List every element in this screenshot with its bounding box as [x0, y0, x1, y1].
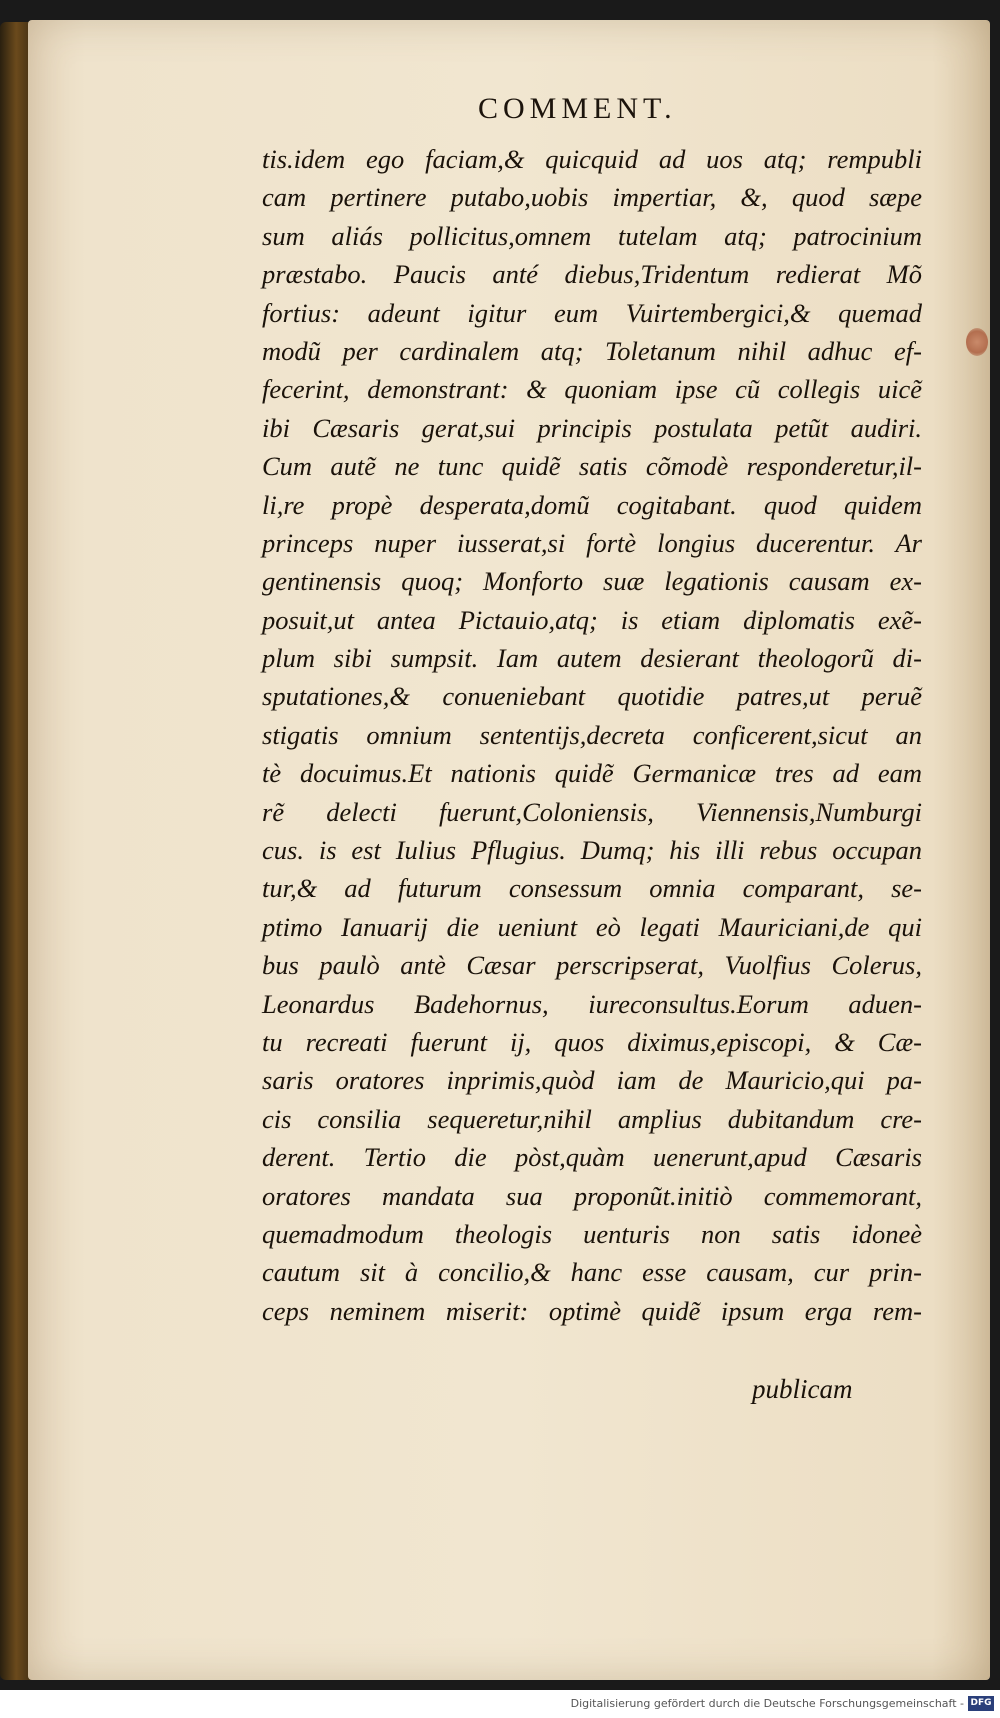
text-line: posuit,ut antea Pictauio,atq; is etiam diplomatis exẽ-: [262, 604, 922, 635]
text-line: rẽ delecti fuerunt,Coloniensis, Viennensis,Numburgi: [262, 796, 922, 827]
text-line: stigatis omnium sententijs,decreta conficerent,sicut an: [262, 719, 922, 750]
text-line: cam pertinere putabo,uobis impertiar, &, quod sæpe: [262, 182, 922, 213]
text-line: plum sibi sumpsit. Iam autem desierant theologorũ di-: [262, 643, 922, 674]
text-block: [262, 140, 922, 1330]
text-line: ptimo Ianuarij die ueniunt eò legati Mauriciani,de qui: [262, 911, 922, 942]
text-line: tis.idem ego faciam,& quicquid ad uos atq; rempubli: [262, 144, 922, 174]
page-tab-mark: [966, 328, 988, 356]
text-line: gentinensis quoq; Monforto suæ legationis causam ex-: [262, 566, 922, 597]
running-head: COMMENT.: [478, 92, 677, 125]
text-line: tu recreati fuerunt ij, quos diximus,episcopi, & Cæ-: [262, 1026, 922, 1057]
footer-credit: Digitalisierung gefördert durch die Deutsche Forschungsgemeinschaft -: [570, 1697, 964, 1710]
text-line: sum aliás pollicitus,omnem tutelam atq; patrocinium: [262, 220, 922, 251]
text-line: cis consilia sequeretur,nihil amplius dubitandum cre-: [262, 1103, 922, 1134]
text-line: oratores mandata sua proponũt.initiò commemorant,: [262, 1180, 922, 1211]
text-line: tur,& ad futurum consessum omnia comparant, se-: [262, 873, 922, 904]
text-line: sputationes,& conueniebant quotidie patres,ut peruẽ: [262, 681, 922, 712]
text-line: derent. Tertio die pòst,quàm uenerunt,apud Cæsaris: [262, 1142, 922, 1173]
text-line: ibi Cæsaris gerat,sui principis postulata petũt audiri.: [262, 412, 922, 443]
text-line: saris oratores inprimis,quòd iam de Mauricio,qui pa-: [262, 1065, 922, 1096]
text-line: cautum sit à concilio,& hanc esse causam, cur prin-: [262, 1257, 922, 1288]
text-line: li,re propè desperata,domũ cogitabant. quod quidem: [262, 489, 922, 520]
text-line: Leonardus Badehornus, iureconsultus.Eorum aduen-: [262, 988, 922, 1019]
text-line: fortius: adeunt igitur eum Vuirtembergici,& quemad: [262, 297, 922, 328]
text-line: bus paulò antè Cæsar perscripserat, Vuolfius Colerus,: [262, 950, 922, 981]
text-line: quemadmodum theologis uenturis non satis idoneè: [262, 1218, 922, 1249]
text-line: princeps nuper iusserat,si fortè longius ducerentur. Ar: [262, 527, 922, 558]
text-line: Cum autẽ ne tunc quidẽ satis cõmodè responderetur,il-: [262, 451, 922, 482]
text-line: præstabo. Paucis anté diebus,Tridentum redierat Mõ: [262, 259, 922, 290]
text-line: tè docuimus.Et nationis quidẽ Germanicæ tres ad eam: [262, 758, 922, 789]
text-line: ceps neminem miserit: optimè quidẽ ipsum erga rem-: [262, 1295, 922, 1326]
text-line: modũ per cardinalem atq; Toletanum nihil adhuc ef-: [262, 335, 922, 366]
catchword: publicam: [752, 1374, 853, 1404]
dfg-logo: DFG: [968, 1696, 994, 1711]
text-line: cus. is est Iulius Pflugius. Dumq; his illi rebus occupan: [262, 835, 922, 866]
text-line: fecerint, demonstrant: & quoniam ipse cũ collegis uicẽ: [262, 374, 922, 405]
digitization-footer: [0, 1690, 1000, 1718]
